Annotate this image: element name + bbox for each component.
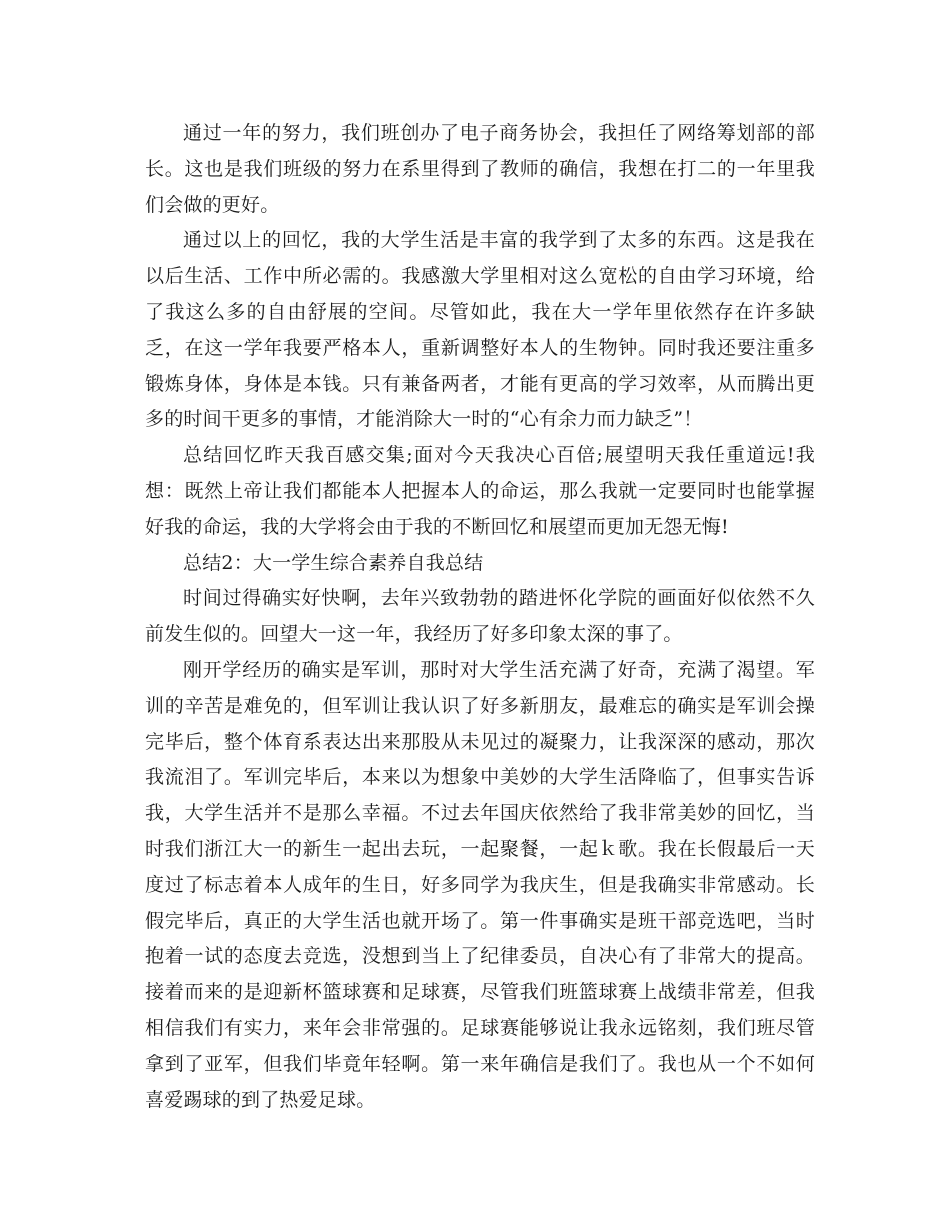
paragraph-club: 通过一年的努力，我们班创办了电子商务协会，我担任了网络筹划部的部长。这也是我们班级的努力在系里得到了教师的确信，我想在打二的一年里我们会做的更好。	[145, 122, 815, 216]
paragraph-reflection: 通过以上的回忆，我的大学生活是丰富的我学到了太多的东西。这是我在以后生活、工作中所必需的。我感激大学里相对这么宽松的自由学习环境，给了我这么多的自由舒展的空间。尽管如此，我在大一学年里依然存在许多缺乏，在这一学年我要严格本人，重新调整好本人的生物钟。同时我还要注重多锻炼身体，身体是本钱。只有兼备两者，才能有更高的学习效率，从而腾出更多的时间干更多的事情，才能消除大一时的“心有余力而力缺乏”！	[145, 229, 815, 431]
paragraph-conclusion: 总结回忆昨天我百感交集;面对今天我决心百倍;展望明天我任重道远!我想：既然上帝让我们都能本人把握本人的命运，那么我就一定要同时也能掌握好我的命运，我的大学将会由于我的不断回忆和展望而更加无怨无悔!	[145, 444, 815, 538]
section-heading: 总结2：大一学生综合素养自我总结	[183, 551, 484, 574]
document-body	[145, 116, 815, 1118]
paragraph-military-training: 刚开学经历的确实是军训，那时对大学生活充满了好奇，充满了渴望。军训的辛苦是难免的，但军训让我认识了好多新朋友，最难忘的确实是军训会操完毕后，整个体育系表达出来那股从未见过的凝聚力，让我深深的感动，那次我流泪了。军训完毕后，本来以为想象中美妙的大学生活降临了，但事实告诉我，大学生活并不是那么幸福。不过去年国庆依然给了我非常美妙的回忆，当时我们浙江大一的新生一起出去玩，一起聚餐，一起ｋ歌。我在长假最后一天度过了标志着本人成年的生日，好多同学为我庆生，但是我确实非常感动。长假完毕后，真正的大学生活也就开场了。第一件事确实是班干部竞选吧，当时抱着一试的态度去竞选，没想到当上了纪律委员，自决心有了非常大的提高。接着而来的是迎新杯篮球赛和足球赛，尽管我们班篮球赛上战绩非常差，但我相信我们有实力，来年会非常强的。足球赛能够说让我永远铭刻，我们班尽管拿到了亚军，但我们毕竟年轻啊。第一来年确信是我们了。我也从一个不如何喜爱踢球的到了热爱足球。	[145, 658, 815, 1111]
paragraph-intro: 时间过得确实好快啊，去年兴致勃勃的踏进怀化学院的画面好似依然不久前发生似的。回望大一这一年，我经历了好多印象太深的事了。	[145, 587, 815, 646]
